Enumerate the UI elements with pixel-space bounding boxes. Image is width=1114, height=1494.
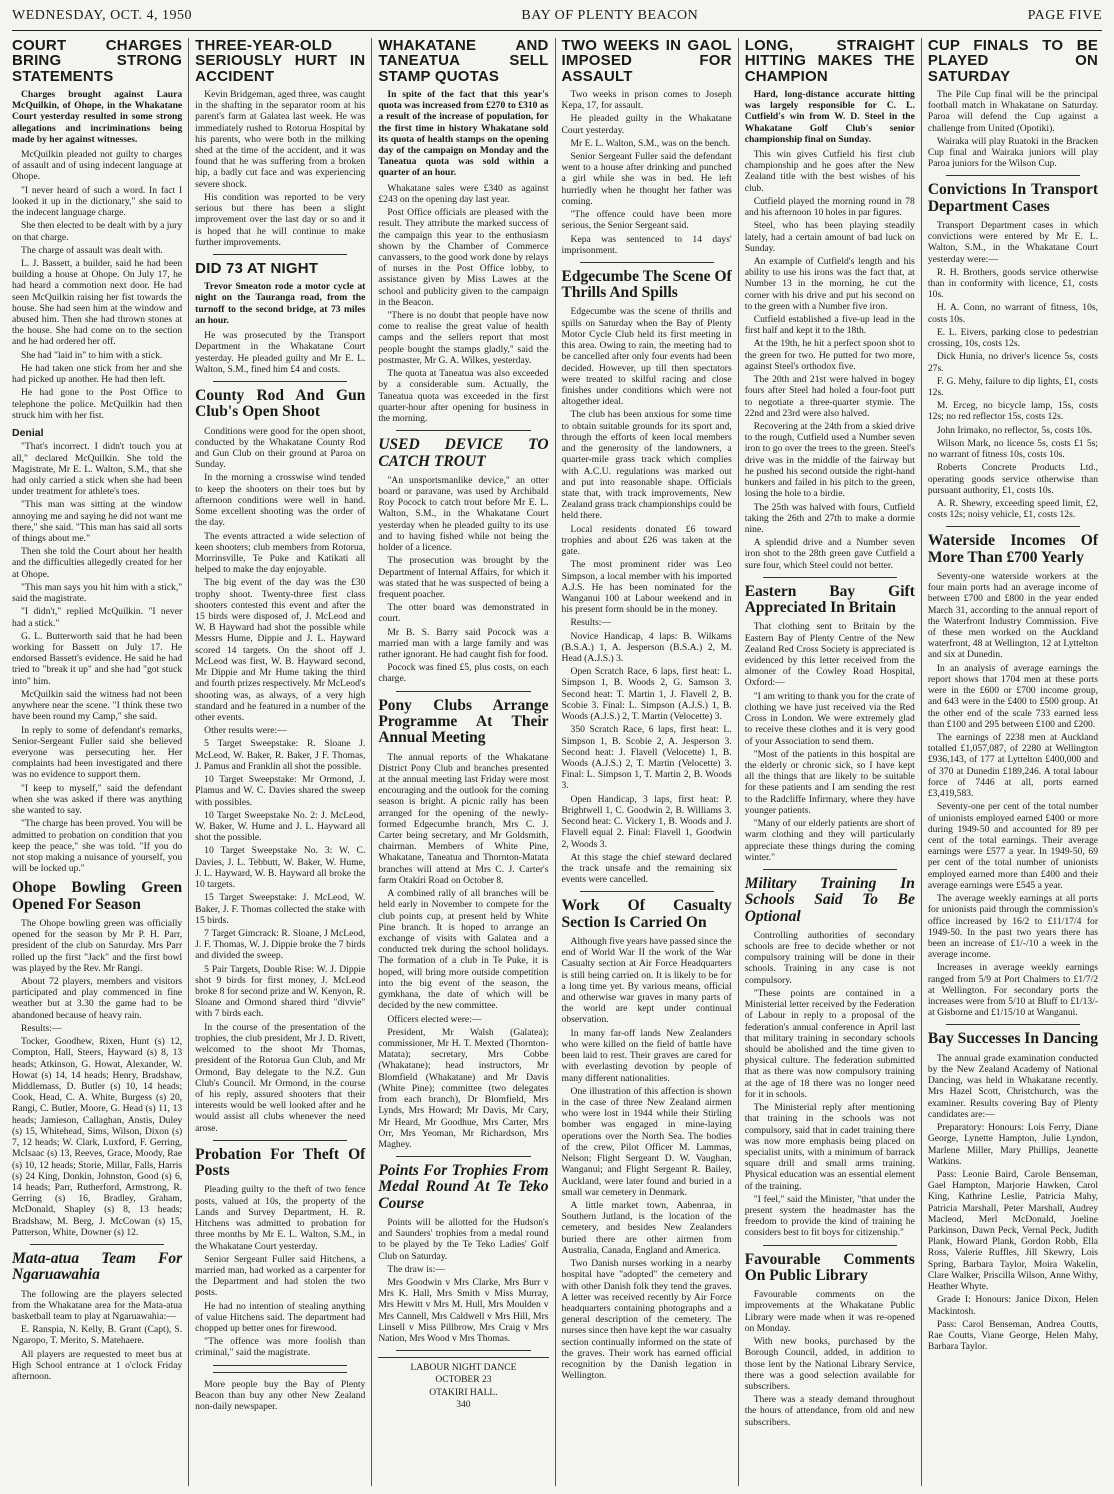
article-headline: Edgecumbe The Scene Of Thrills And Spills: [561, 267, 732, 302]
article-headline: County Rod And Gun Club's Open Shoot: [195, 387, 366, 421]
article-paragraph: President, Mr Walsh (Galatea); commissioner, Mr H. T. Mexted (Thornton-Matata); secretary, Mrs Cobbe (Whakatane); head instructors, Mr Blomfield (Whakatane) and Mr Davis (White Pine); committee (two delegates from each branch), Dr Blomfield, Mrs Lynds, Mrs Howard; Mr Davis, Mr Cary, Mr Heard, Mr Goodhue, Mrs Carter, Mrs Orr, Mrs Yeoman, Mr Richardson, Mrs Maghey.: [378, 1026, 549, 1150]
article-paragraph: The 20th and 21st were halved in bogey fours after Steel had holed a four-foot putt to negotiate a three-quarter stymie. The 22nd and 23rd were also halved.: [744, 374, 915, 419]
article-paragraph: All players are requested to meet bus at High School entrance at 1 o'clock Friday afternoon.: [12, 1348, 183, 1383]
article-paragraph: The 25th was halved with fours, Cutfield taking the 26th and 27th to make a dormie nine.: [744, 501, 915, 535]
article-headline: Ohope Bowling Green Opened For Season: [12, 879, 183, 913]
article: [745, 1252, 915, 1428]
article-paragraph: Senior Sergeant Fuller said Hitchens, a married man, had worked as a carpenter for the Department and had stolen the two posts.: [195, 1253, 366, 1299]
divider-rule: [396, 430, 530, 431]
article-paragraph: "An unsportsmanlike device," an otter board or paravane, was used by Archibald Roy Pocock to catch trout before Mr E. L. Walton, S.M., in the Whakatane Court yesterday when he pleaded guilty to its use and to having fished while not being the holder of a licence.: [378, 474, 549, 554]
masthead-date: WEDNESDAY, OCT. 4, 1950: [12, 8, 193, 23]
article: [378, 437, 548, 684]
article: [378, 38, 548, 424]
article-paragraph: Mr E. L. Walton, S.M., was on the bench.: [570, 137, 731, 149]
article-paragraph: The average weekly earnings at all ports for unionists paid through the commission's office increased by 16/2 to £11/17/4 for 1949-50. In the past two years there has been an increase of £1/-/10 a week in the average income.: [927, 893, 1099, 961]
article-paragraph: E. L. Eivers, parking close to pedestrian crossing, 10s, costs 12s.: [927, 326, 1099, 350]
article-headline: CUP FINALS TO BE PLAYED ON SATURDAY: [927, 38, 1099, 85]
article-paragraph: John Irimako, no reflector, 5s, costs 10s.: [936, 424, 1093, 436]
article-paragraph: The earnings of 2238 men at Auckland totalled £1,057,087, of 2280 at Wellington £936,143, of 177 at Lyttelton £400,000 and of 370 at Dunedin £189,246. A total labour force of 7446 at all, ports earned £3,419,583.: [927, 732, 1099, 800]
article-headline: USED DEVICE TO CATCH TROUT: [378, 436, 549, 470]
article-paragraph: His condition was reported to be very serious but there has been a slight improvement over the last day or so and it is hoped that he will continue to make further improvements.: [195, 191, 366, 248]
divider-rule: [763, 577, 897, 578]
article-paragraph: Cutfield established a five-up lead in the first half and kept it to the 18th.: [744, 314, 915, 337]
article-paragraph: At the 19th, he hit a perfect spoon shot to the green for two. He putted for two more, against Steel's orthodox five.: [744, 338, 915, 372]
article-paragraph: The big event of the day was the £30 trophy shoot. Twenty-three first class shooters contested this event and after the 15 birds were disposed of, J. McLeod and W. B Hayward had shot the possible while Messrs Hume, Dippie and J. L. Hayward scored 14 targets. On the shoot off J. McLeod was first, W. B. Hayward second, Mr Dippie and Mr Hume taking the third and fourth prizes respectively. Mr McLeod's shooting was, as always, of a very high standard and he featured in a number of the other events.: [195, 577, 366, 723]
divider-rule: [213, 1140, 347, 1141]
article-paragraph: Recovering at the 24th from a skied drive to the rough, Cutfield used a Number seven iron to go over the trees to the green. Steel's drive was in the middle of the fairway but he pushed his second outside the right-hand bunkers and failed in his pitch to the green, losing the hole to a birdie.: [744, 421, 915, 500]
article-paragraph: The draw is:—: [387, 1263, 445, 1275]
article-paragraph: Mr B. S. Barry said Pocock was a married man with a large family and was rather ignorant. He had caught fish for food.: [378, 626, 549, 661]
article-paragraph: In reply to some of defendant's remarks, Senior-Sergeant Fuller said she believed everyone was persecuting her. Her complaints had been investigated and there was no evidence to support them.: [12, 724, 183, 781]
article-paragraph: H. A. Conn, no warrant of fitness, 10s, costs 10s.: [927, 302, 1099, 325]
divider-rule: [213, 381, 347, 382]
article-paragraph: 10 Target Sweepstake No. 3: W. C. Davies, J. L. Tebbutt, W. Baker, W. Hume, J. L. Hayward, W. B. Hayward all broke the 10 targets.: [195, 845, 366, 891]
divider-rule: [946, 1024, 1080, 1025]
article-paragraph: "The charge has been proved. You will be admitted to probation on condition that you keep the peace," she was told. "If you do not stop making a nuisance of yourself, you will be locked up.": [12, 818, 183, 875]
article-paragraph: Officers elected were:—: [387, 1013, 482, 1025]
article: [12, 427, 182, 874]
article-headline: Convictions In Transport Department Cases: [927, 181, 1099, 215]
article-paragraph: This win gives Cutfield his first club championship and he goes after the New Zealand title with the best wishes of his club.: [744, 148, 915, 194]
article-headline: Points For Trophies From Medal Round At Te Teko Course: [378, 1162, 549, 1212]
article-paragraph: E. Ranspia, N. Kelly, B. Grant (Capt), S. Ngaropo, T. Merito, S. Matehaere.: [12, 1324, 183, 1347]
article-paragraph: Novice Handicap, 4 laps: B. Wilkams (B.S.A.) 1, A. Jesperson (B.S.A.) 2, M. Head (A.J.S.) 3.: [561, 630, 732, 665]
article-paragraph: Senior Sergeant Fuller said the defendant went to a house after drinking and punched a girl while she was in bed. He left hurriedly when he thought her father was coming.: [561, 150, 732, 207]
article-headline: DID 73 AT NIGHT: [195, 259, 319, 277]
article-paragraph: The Pile Cup final will be the principal football match in Whakatane on Saturday. Paroa will defend the Cup against a challenge from United (Opotiki).: [927, 88, 1099, 134]
article-paragraph: The following are the players selected from the Whakatane area for the Mata-atua basketball team to play at Ngaruawahia:—: [12, 1288, 183, 1323]
article-paragraph: Pleading guilty to the theft of two fence posts, valued at 10s, the property of the Lands and Survey Department, H. R. Hitchens was admitted to probation for three months by Mr E. L. Walton, S.M., in the Whakatane Court yesterday.: [195, 1184, 366, 1252]
article-paragraph: McQuilkin said the witness had not been anywhere near the scene. "I think these two have been round my Camp," she said.: [12, 688, 183, 723]
divider-rule: [580, 262, 714, 263]
article-paragraph: Kepa was sentenced to 14 days' imprisonment.: [561, 233, 732, 256]
article-paragraph: "This man says you hit him with a stick," said the magistrate.: [12, 581, 183, 605]
article-paragraph: At this stage the chief steward declared the track unsafe and the remaining six events were cancelled.: [561, 851, 732, 886]
article-paragraph: Favourable comments on the improvements at the Whakatane Public Library were made when it was re-opened on Monday.: [744, 1289, 915, 1334]
article-headline: Probation For Theft Of Posts: [195, 1145, 366, 1180]
article-paragraph: Mrs Goodwin v Mrs Clarke, Mrs Burr v Mrs K. Hall, Mrs Smith v Miss Murray, Mrs Hewitt v Mrs M. Hull, Mrs Moulden v Mrs Cannell, Mrs Caldwell v Mrs Hill, Mrs Linsell v Miss Pillbrow, Mrs Craig v Mrs Nation, Mrs Wood v Mrs Thomas.: [378, 1277, 549, 1345]
article-paragraph: "I didn't," replied McQuilkin. "I never had a stick.": [12, 606, 183, 629]
article-headline: Waterside Incomes Of More Than £700 Yearly: [927, 532, 1099, 566]
article: [562, 38, 732, 256]
newspaper-columns: [12, 38, 1104, 1486]
article: [928, 38, 1098, 169]
article: [745, 584, 915, 863]
article-paragraph: The annual grade examination conducted by the New Zealand Academy of National Dancing, was held in Whakatane recently. Mrs Hazel Scott, Christchurch, was the examiner. Results covering Bay of Plenty candidates are:—: [927, 1052, 1099, 1120]
article-paragraph: The prosecution was brought by the Department of Internal Affairs, for which it was stated that he was suspected of being a frequent poacher.: [378, 555, 549, 600]
article-paragraph: A little market town, Aabenraa, in Southern Jutland, is the location of the cemetery, and besides New Zealanders buried there are other airmen from Australia, Canada, England and America.: [561, 1199, 732, 1256]
article-headline: LONG, STRAIGHT HITTING MAKES THE CHAMPION: [744, 38, 915, 85]
article-paragraph: He had taken one stick from her and she had picked up another. He had then left.: [12, 362, 183, 386]
article-paragraph: Two weeks in prison comes to Joseph Kepa, 17, for assault.: [561, 88, 732, 112]
divider-rule: [213, 254, 347, 255]
article-paragraph: She had "laid in" to him with a stick.: [21, 349, 163, 361]
notice-text: More people buy the Bay of Plenty Beacon than buy any other New Zealand non-daily newspaper.: [195, 1378, 366, 1413]
article-paragraph: Open Scratch Race, 6 laps, first heat: L. Simpson 1, B. Woods 2, G. Samson 3. Second heat: T. Martin 1, J. Flavell 2, B. Scobie 3. Final: L. Simpson (A.J.S.) 1, B. Woods (A.J.S.) 2, T. Martin (Velocette) 3.: [561, 666, 732, 723]
article-headline: Work Of Casualty Section Is Carried On: [561, 897, 732, 931]
article-paragraph: 7 Target Gimcrack: R. Sloane, J McLeod, J. F. Thomas, W. J. Dippie broke the 7 birds and divided the sweep.: [195, 927, 366, 962]
divider-rule: [396, 691, 530, 692]
article-paragraph: Kevin Bridgeman, aged three, was caught in the shafting in the separator room at his parent's farm at Galatea last week. He was immediately rushed to Rotorua Hospital by his parents, who were both in the milking shed at the time of the accident, and it was found that he was suffering from a broken hip, a badly cut face and was experiencing severe shock.: [195, 88, 366, 190]
divider-rule: [946, 175, 1080, 176]
article-paragraph: He had no intention of stealing anything of value Hitchens said. The department had chopped up better ones for firewood.: [195, 1300, 366, 1335]
column-6: [921, 38, 1104, 1486]
article-paragraph: He had gone to the Post Office to telephone the police. McQuilkin had then struck him with her fist.: [12, 387, 183, 421]
article-headline: Pony Clubs Arrange Programme At Their Annual Meeting: [378, 696, 549, 747]
article-paragraph: The Ministerial reply after mentioning that training in the schools was not compulsory, said that in cadet training there was now more emphasis being placed on specialist units, with a minimum of barrack square drill and small arms training. Physical education was an essential element of the training.: [744, 1102, 915, 1192]
article-paragraph: The otter board was demonstrated in court.: [378, 602, 549, 625]
article: [745, 38, 915, 571]
divider-rule: [763, 869, 897, 870]
article-paragraph: In many far-off lands New Zealanders who were killed on the field of battle have been laid to rest. Their graves are cared for with everlasting devotion by people of many different nationalities.: [561, 1027, 732, 1084]
article: [378, 698, 548, 1150]
article-paragraph: An example of Cutfield's length and his ability to use his irons was the fact that, at Number 13 in the morning, he cut the corner with his drive and put his second on to the green with a Number five iron.: [744, 255, 915, 312]
article-paragraph: He pleaded guilty in the Whakatane Court yesterday.: [561, 113, 732, 136]
article: [12, 38, 182, 421]
article-paragraph: Seventy-one waterside workers at the four main ports had an average income of between £700 and £800 in the year ended March 31, according to the annual report of the Waterfront Industry Commission. Five of these men worked on the Auckland waterfront, 48 at Wellington, 12 at Lyttelton and six at Dunedin.: [927, 570, 1099, 661]
article-lead: Hard, long-distance accurate hitting was largely responsible for C. L. Cutfield's win from W. D. Steel in the Whakatane Golf Club's senior championship final on Sunday.: [744, 88, 915, 145]
article-paragraph: That clothing sent to Britain by the Eastern Bay of Plenty Centre of the New Zealand Red Cross Society is appreciated is evidenced by this letter received from the almoner of the Cowley Road Hospital, Oxford:—: [744, 621, 915, 689]
divider-rule: [763, 1245, 897, 1246]
article: [928, 182, 1098, 520]
article-headline: Eastern Bay Gift Appreciated In Britain: [744, 582, 915, 617]
article-paragraph: Edgecumbe was the scene of thrills and spills on Saturday when the Bay of Plenty Motor Cycle Club held its first meeting in this area. Owing to rain, the meeting had to be cancelled after only four events had been decided. However, up till then spectators were treated to skilful racing and close finishes under conditions which were not altogether ideal.: [561, 306, 732, 408]
ad-line: OTAKIRI HALL.: [429, 1387, 498, 1398]
article: [378, 1163, 548, 1344]
article-paragraph: The most prominent rider was Leo Simpson, a local member with his imported A.J.S. He has been nominated for the Wanganui 100 at Labour weekend and in his present form should be in the money.: [561, 559, 732, 616]
article-headline: COURT CHARGES BRING STRONG STATEMENTS: [12, 38, 183, 85]
article-paragraph: Then she told the Court about her health and the difficulties allegedly created for her at Ohope.: [12, 546, 183, 580]
article-paragraph: A combined rally of all branches will be held early in November to compete for the club points cup, at present held by White Pine branch. It is hoped to arrange an exchange of visits with Galatea and a conducted trek during the school holidays. The formation of a club in Te Puke, it is hoped, will bring more outside competition into the big event of the season, the gymkhana, the date of which will be decided by the new committee.: [378, 888, 549, 1012]
article-paragraph: The events attracted a wide selection of keen shooters; club members from Rotorua, Morrinsville, Te Puke and Katikati all helped to make the day enjoyable.: [195, 530, 366, 576]
ad-line: 340: [456, 1399, 471, 1410]
article-paragraph: Wilson Mark, no licence 5s, costs £1 5s; no warrant of fitness 10s, costs 10s.: [927, 437, 1099, 461]
article-paragraph: G. L. Butterworth said that he had been working for Bassett on July 17. He endorsed Bassett's evidence. He said he had tried to "break it up" and she had "got stuck into" him.: [12, 630, 183, 687]
article-paragraph: Pocock was fined £5, plus costs, on each charge.: [378, 662, 549, 685]
divider-rule: [30, 1244, 164, 1245]
masthead-paper: BAY OF PLENTY BEACON: [521, 8, 699, 23]
article-paragraph: Local residents donated £6 toward trophies and about £26 was taken at the gate.: [561, 523, 732, 558]
article-paragraph: There was a steady demand throughout the hours of attendance, from old and new subscribers.: [744, 1394, 915, 1428]
article-paragraph: "I keep to myself," said the defendant when she was asked if there was anything she wanted to say.: [12, 782, 183, 817]
article-paragraph: "The offence could have been more serious, the Senior Sergeant said.: [561, 209, 732, 232]
article-paragraph: The club has been anxious for some time to obtain suitable grounds for its sport and, through the efforts of keen local members and the generosity of the landowners, a quarter-mile grass track which complies with A.C.U. regulations was marked out and put into reasonable shape. Officials state that, with track improvements, New Zealand grass track championships could be held there.: [561, 409, 732, 522]
article-paragraph: In an analysis of average earnings the report shows that 1704 men at these ports were in the £600 or £700 income group, and 643 were in the £400 to £500 group. At the other end of the scale 733 earned less than £100 and 295 between £100 and £200.: [927, 662, 1099, 730]
article-paragraph: Points will be allotted for the Hudson's and Saunders' trophies from a medal round to be played by the Te Teko Ladies' Golf Club on Saturday.: [378, 1216, 549, 1262]
article-paragraph: Roberts Concrete Products Ltd., operating goods service otherwise than pursuant authority, £1, costs 10s.: [927, 462, 1099, 496]
article-paragraph: Transport Department cases in which convictions were entered by Mr E. L. Walton, S.M., in the Whakatane Court yesterday were:—: [927, 219, 1099, 265]
article-paragraph: One illustration of this affection is shown in the case of three New Zealand airmen who were lost in 1944 while their Stirling bomber was engaged in mine-laying operations over the North Sea. The bodies of the crew, Pilot Officer M. Lammas, Nelson; Flight Sergeant D. W. Vaughan, Wanganui; and Flight Sergeant R. Bailey, Auckland, were later found and buried in a small war cemetery in Denmark.: [561, 1085, 732, 1198]
article-paragraph: 5 Target Sweepstake: R. Sloane J. McLeod, W. Baker, R. Baker, J F. Thomas, J. Pamus and Franklin all shot the possible.: [195, 738, 366, 772]
divider-rule: [213, 1365, 347, 1366]
column-5: [738, 38, 921, 1486]
article-paragraph: With new books, purchased by the Borough Council, added, in addition to those lent by the National Library Service, there was a good selection available for subscribers.: [744, 1336, 915, 1392]
article-paragraph: In the course of the presentation of the trophies, the club president, Mr J. D. Rivett, welcomed to the shoot Mr Thomas, president of the Rotorua Gun Club, and Mr Ormond, Bay delegate to the N.Z. Gun Club's Council. Mr Ormond, in the course of his reply, assured shooters that their interests would be well looked after and he would assist all clubs whenever the need arose.: [195, 1021, 366, 1134]
article-paragraph: Post Office officials are pleased with the result. They attribute the marked success of the campaign this year to the enthusiasm shown by the Chamber of Commerce canvassers, to the good work done by relays of nurses in the Post Office lobby, to assistance given by Miss Lawes at the school and publicity given to the campaign in the Beacon.: [378, 207, 549, 308]
article-paragraph: Dick Hunia, no driver's licence 5s, costs 27s.: [927, 351, 1099, 374]
article-paragraph: "That's incorrect. I didn't touch you at all," declared McQuilkin. She told the Magistrate, Mr E. L. Walton, S.M., that she had only carried a stick when she had been under treatment for athlete's toes.: [12, 441, 183, 498]
article-paragraph: "I feel," said the Minister, "that under the present system the headmaster has the freedom to provide the kind of training he considers best to fit boys for citizenship.": [744, 1193, 915, 1239]
article: [195, 38, 365, 248]
article-paragraph: R. H. Brothers, goods service otherwise than in conformity with licence, £1, costs 10s.: [927, 266, 1099, 301]
article-paragraph: "The offence was more foolish than criminal," said the magistrate.: [195, 1336, 366, 1359]
column-3: [371, 38, 554, 1486]
masthead: [12, 8, 1102, 31]
article-paragraph: 15 Target Sweepstake: J. McLeod, W. Baker, J. F. Thomas collected the stake with 15 birds.: [195, 892, 366, 926]
article-paragraph: She then elected to be dealt with by a jury on that charge.: [12, 220, 183, 243]
article-paragraph: Results:—: [570, 617, 612, 629]
divider-rule: [946, 526, 1080, 527]
article-paragraph: M. Erceg, no bicycle lamp, 15s, costs 12s; no red reflector 15s, costs 12s.: [927, 400, 1099, 423]
article-lead: Charges brought against Laura McQuilkin, of Ohope, in the Whakatane Court yesterday resulted in some strong allegations and incriminations being made by her against witnesses.: [12, 88, 183, 145]
article-paragraph: About 72 players, members and visitors participated and play commenced in fine weather but at 3.30 the game had to be abandoned because of heavy rain.: [12, 976, 183, 1021]
article-paragraph: McQuilkin pleaded not guilty to charges of assault and of using indecent language at Ohope.: [12, 148, 183, 183]
article-paragraph: "There is no doubt that people have now come to realise the great value of health camps and the sellers report that most people bought the stamps gladly," said the postmaster, Mr G. A. Wilkes, yesterday.: [378, 310, 549, 366]
article-paragraph: Results:—: [21, 1022, 62, 1034]
article-paragraph: The Ohope bowling green was officially opened for the season by Mr P. H. Parr, president of the club on Saturday. Mrs Parr rolled up the first "Jack" and the first bowl was played by the Rev. Mr Rangi.: [12, 917, 183, 974]
article-headline: Bay Successes In Dancing: [927, 1030, 1098, 1048]
article-paragraph: A splendid drive and a Number seven iron shot to the 28th green gave Cutfield a sure four, which Steel could not better.: [744, 537, 915, 571]
ad-line: OCTOBER 23: [435, 1375, 492, 1386]
article-paragraph: He was prosecuted by the Transport Department in the Whakatane Court yesterday. He pleaded guilty and Mr E. L. Walton, S.M., fined him £4 and costs.: [195, 330, 366, 375]
article: [562, 898, 732, 1381]
article-paragraph: The quota at Taneatua was also exceeded by a considerable sum. Actually, the Taneatua quota was exceeded in the first quarter-hour after opening for business in the morning.: [378, 368, 549, 425]
article-subhead: Denial: [12, 427, 44, 440]
article: [195, 1372, 365, 1413]
column-2: [188, 38, 371, 1486]
article-paragraph: Preparatory: Honours: Lois Ferry, Diane George, Lynette Hampton, Julie Lyndon, Marlene Miller, Mary Phillips, Jeanette Watkins.: [927, 1122, 1099, 1167]
column-1: [12, 38, 188, 1486]
article: [195, 261, 365, 375]
article: [562, 269, 732, 885]
column-4: [555, 38, 738, 1486]
article-paragraph: The charge of assault was dealt with.: [21, 244, 163, 256]
article-lead: Trevor Smeaton rode a motor cycle at night on the Tauranga road, from the turnoff to the second bridge, at 73 miles an hour.: [195, 281, 366, 326]
article-paragraph: Tocker, Goodhew, Rixen, Hunt (s) 12, Compton, Hall, Steers, Hayward (s) 8, 13 heads; Atkinson, G. Howat, Alexander, W. Howat (s) 14, 14 heads; Henry, Bradshaw, Middlemass, D. Butler (s) 10, 14 heads; Cook, Head, C. A. White, Burgess (s) 20, Rangi, C. Butler, Moore, G. Head (s) 11, 13 heads; Jamieson, Callaghan, Anstis, Duley (s) 15, Whitehead, Sims, Wilson, Dixon (s) 7, 12 heads; W. Clark, Luxford, F. Gerring, McIsaac (s) 13, Reeves, Grace, Moody, Rae (s) 10, 12 heads; Storie, Millar, Falls, Harris (s) 24 King, Donkin, Johnston, Good (s) 6, 14 heads; Parr, Rutherford, Armstrong, R. Gerring (s) 16, Bradley, Graham, McDonald, Shapley (s) 8, 13 heads; Bradshaw, M. Berg, J. McCowan (s) 15, Patterson, White, Downer (s) 12.: [12, 1036, 183, 1238]
article-lead: In spite of the fact that this year's quota was increased from £270 to £310 as a result of the increase of population, for the first time in history Whakatane sold its quota of health stamps on the opening day of the campaign on Monday and the Taneatua quota was sold within a quarter of an hour.: [378, 88, 549, 179]
advertisement: [378, 1357, 548, 1410]
article: [12, 1251, 182, 1382]
divider-rule: [213, 1372, 347, 1373]
article-paragraph: 350 Scratch Race, 6 laps, first heat: L. Simpson 1, B. Scobie 2, A. Jesperson 3. Second heat: J. Flavell (Velocette) 1, B. Woods (A.J.S.) 2, T. Martin (Velocette) 3. Final: L. Simpson 1, T. Martin 2, B. Woods 3.: [561, 724, 732, 792]
article-paragraph: Although five years have passed since the end of World War II the work of the War Casualty section at Air Force Headquarters is still being carried on. It is likely to be for a long time yet. By various means, official and otherwise war graves in many parts of the world are kept under continual observation.: [561, 935, 732, 1026]
masthead-page: PAGE FIVE: [1027, 8, 1102, 23]
article-headline: Favourable Comments On Public Library: [744, 1250, 915, 1284]
article-headline: Mata-atua Team For Ngaruawahia: [12, 1250, 183, 1284]
article-paragraph: A. R. Shewry, exceeding speed limit, £2, costs 12s; noisy vehicle, £1, costs 12s.: [927, 497, 1099, 521]
article-paragraph: Wairaka will play Ruatoki in the Bracken Cup final and Wairaka juniors will play Paroa juniors for the Wilson Cup.: [927, 135, 1099, 170]
article: [745, 876, 915, 1239]
article-paragraph: In the morning a crosswise wind tended to keep the shooters on their toes but by afternoon conditions were well in hand. Some excellent shooting was the order of the day.: [195, 472, 366, 529]
article-paragraph: Open Handicap, 3 laps, first heat: P. Brightwell 1, C. Goodwin 2, B. Williams 3. Second heat: C. Vickery 1, B. Woods and J. Flavell equal 2. Final: Flavell 1, Goodwin 2, Woods 3.: [561, 793, 732, 850]
article-paragraph: Other results were:—: [204, 725, 287, 737]
divider-rule: [580, 891, 714, 892]
article-headline: THREE-YEAR-OLD SERIOUSLY HURT IN ACCIDENT: [195, 38, 366, 85]
article-paragraph: "These points are contained in a Ministerial letter received by the Federation of Labour in reply to a proposal of the federation's annual conference in April last that military training in secondary schools should be abolished and the time given to physical culture. The federation submitted that as there was now compulsory training at the age of 18 there was no longer need for it in schools.: [744, 987, 915, 1100]
article: [378, 1357, 548, 1410]
article-paragraph: 10 Target Sweepstake No. 2: J. McLeod, W. Baker, W. Hume and J. L. Hayward all shot the possible.: [195, 809, 366, 844]
article: [195, 1147, 365, 1359]
article-paragraph: Grade I: Honours: Janice Dixon, Helen Mackintosh.: [927, 1294, 1099, 1317]
article-paragraph: "I never heard of such a word. In fact I looked it up in the dictionary," she said to the indecent language charge.: [12, 184, 183, 219]
article-paragraph: "Most of the patients in this hospital are the elderly or chronic sick, so I have kept all the things that are likely to be suitable for these patients and I am sending the rest to the Radcliffe Infirmary, where they have younger patients.: [744, 748, 915, 816]
article-paragraph: "Many of our elderly patients are short of warm clothing and they will particularly appreciate these things during the coming winter.": [744, 818, 915, 863]
article: [928, 1031, 1098, 1352]
article-paragraph: Conditions were good for the open shoot, conducted by the Whakatane County Rod and Gun Club on their ground at Paroa on Sunday.: [195, 425, 366, 471]
article-paragraph: Pass: Carol Benseman, Andrea Coutts, Rae Coutts, Viane George, Helen Mahy, Barbara Taylor.: [927, 1318, 1099, 1353]
article-paragraph: F. G. Mehy, failure to dip lights, £1, costs 12s.: [927, 375, 1099, 399]
article-paragraph: Controlling authorities of secondary schools are free to decide whether or not compulsory training will be done in their schools. Training in any case is not compulsory.: [744, 929, 915, 986]
article-headline: Military Training In Schools Said To Be Optional: [744, 874, 915, 925]
divider-rule: [396, 1156, 530, 1157]
article-paragraph: Two Danish nurses working in a nearby hospital have "adopted" the cemetery and with other Danish folk they tend the graves. A letter was received recently by Air Force headquarters containing photographs and a general description of the cemetery. The nurses since then have kept the war casualty section continually informed on the state of the graves. Their work has earned official recognition by the Danish legation in Wellington.: [561, 1258, 732, 1382]
article: [195, 388, 365, 1134]
divider-rule: [396, 1350, 530, 1351]
article-paragraph: Whakatane sales were £340 as against £243 on the opening day last year.: [378, 182, 549, 205]
article-paragraph: Cutfield played the morning round in 78 and his afternoon 10 holes in par figures.: [744, 195, 915, 219]
article-paragraph: Pass: Leonie Baird, Carole Benseman, Gael Hampton, Marjorie Hawken, Carol King, Kathrine Leslie, Patricia Mahy, Patricia Marshall, Peter Marshall, Audrey Macleod, Merl McDonald, Joeline Parkinson, Dawn Peck, Vernal Peck, Judith Plank, Howard Plank, Gordon Robb, Ella Ross, Valerie Ruffles, Jill Skewry, Lois Spring, Barbara Taylor, Moira Wakelin, Clare Walker, Priscilla Wilson, Anne Withy, Heather Whyte.: [927, 1168, 1099, 1293]
article-paragraph: Steel, who has been playing steadily lately, had a certain amount of bad luck on Sunday.: [744, 220, 915, 254]
article-headline: WHAKATANE AND TANEATUA SELL STAMP QUOTAS: [378, 38, 549, 85]
article-paragraph: 5 Pair Targets, Double Rise: W. J. Dippie shot 9 birds for first money, J. McLeod broke 8 for second prize and W. Kenyon, R. Sloane and Ormond shared third "divvie" with 7 birds each.: [195, 963, 366, 1020]
article-paragraph: The annual reports of the Whakatane District Pony Club and branches presented at the annual meeting last Friday were most encouraging and the outlook for the coming season is bright. A picnic rally has been arranged for the opening of the newly-formed Edgecumbe branch, Mrs C. J. Carter being secretary, and Mr Goldsmith, chairman. Members of White Pine, Whakatane, Taneatua and Thornton-Matata branches will attend at Mrs C. J. Carter's farm Otakiri Road on October 8.: [378, 751, 549, 886]
article-paragraph: "I am writing to thank you for the crate of clothing we have just received via the Red Cross in London. We were extremely glad to receive these clothes and it is very good of your Association to send them.: [744, 690, 915, 747]
article-paragraph: Seventy-one per cent of the total number of unionists employed earned £400 or more during 1949-50 and accounted for 89 per cent of the total earnings. Their average earnings were £577 a year. In 1949-50, 69 per cent of the total number of unionists employed earned more than £400 and their average earnings were £545 a year.: [927, 801, 1099, 891]
article-paragraph: L. J. Bassett, a builder, said he had been building a house at Ohope. On July 17, he had heard a commotion next door. He had seen McQuilkin raising her fist towards the house. She had seen him at the window and abused him. Then she had thrown stones at the house. She had come on to the section and he had ordered her off.: [12, 257, 183, 348]
article-paragraph: Increases in average weekly earnings ranged from 5/9 at Port Chalmers to £1/7/2 at Wellington. For secondary ports the increases were from 5/10 at Bluff to £1/13/- at Gisborne and £1/15/10 at Wanganui.: [927, 962, 1099, 1019]
article-paragraph: 10 Target Sweepstake: Mr Ormond, J. Plamus and W. C. Davies shared the sweep with possibles.: [195, 774, 366, 808]
article: [928, 533, 1098, 1018]
article-paragraph: "This man was sitting at the window annoying me and saying he did not want me there," she said. "This man has said all sorts of things about me.": [12, 499, 183, 545]
ad-line: LABOUR NIGHT DANCE: [410, 1363, 517, 1374]
article: [12, 880, 182, 1238]
article-headline: TWO WEEKS IN GAOL IMPOSED FOR ASSAULT: [561, 38, 732, 85]
